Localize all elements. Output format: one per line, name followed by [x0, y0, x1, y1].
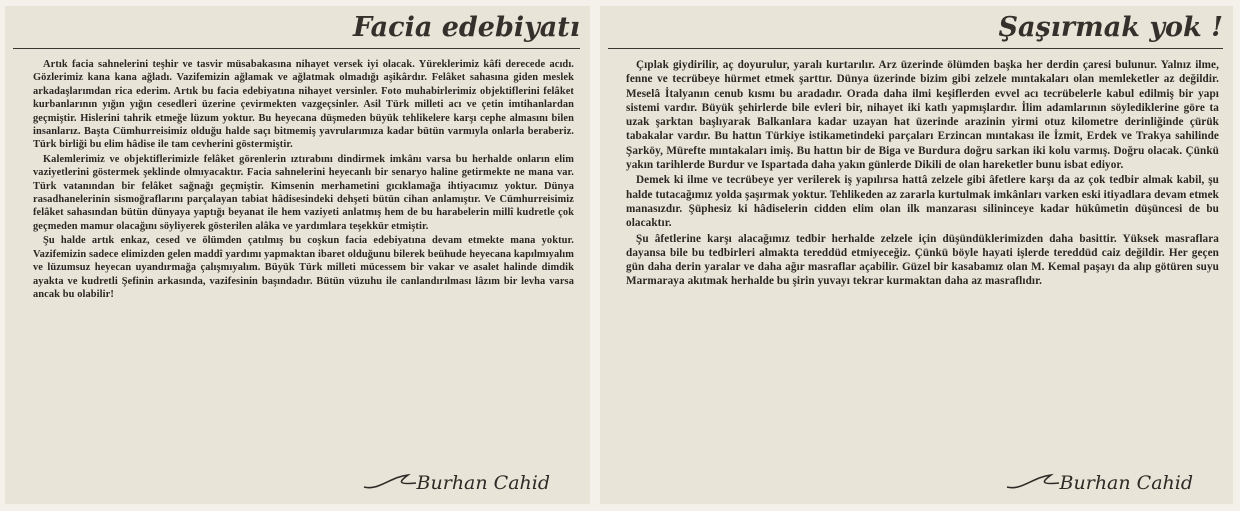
article-facia-edebiyati [5, 6, 590, 504]
article-body [626, 58, 1219, 290]
paragraph: Şu âfetlerine karşı alacağımız tedbir herhalde zelzele için düşündüklerimizden daha basittir. Yüksek masraflara dayansa bile bu tedbirleri almakta tereddüd etmiyeceğiz. Çünkü böyle hayati işlerde tereddüd caiz değildir. Her geçen gün daha derin yaralar ve daha ağır masraflar açabilir. Güzel bir kasabamız olan M. Kemal paşayı da alıp götüren suyu Marmaraya akıtmak herhalde bu şirin yuvayı tekrar kurmaktan daha az masraflıdır. [626, 232, 1219, 288]
paragraph: Artık facia sahnelerini teşhir ve tasvir müsabakasına nihayet versek iyi olacak. Yüreklerimiz kâfi derecede acıdı. Gözlerimiz kana kana ağladı. Vazifemizin ağlamak ve ağlatmak olmadığı aşikârdır. Felâket sahasına giden meslek arkadaşlarımdan rica ederim. Artık bu facia edebiyatına nihayet versinler. Foto muhabirlerimiz objektiflerini felâket kurbanlarının yığın yığın cesedleri üzerine çevirmekten vazgeçsinler. Asil Türk milleti acı ve çetin imtihanlardan geçmiştir. Hislerini tahrik etmeğe lüzum yoktur. Bu heyecana düşmeden büyük tehlikelere karşı cephe almasını bilen insanlarız. Başta Cümhurreisimiz olduğu halde saçı bitmemiş yavrularımıza kadar bütün varmıyla onlarla beraberiz. Türk birliği bu elim hâdise ile tam cevherini göstermiştir. [33, 59, 574, 151]
author-signature: Burhan Cahid [1059, 472, 1193, 494]
paragraph: Şu halde artık enkaz, cesed ve ölümden çatılmış bu coşkun facia edebiyatına devam etmekte mana yoktur. Vazifemizin sadece elimizden gelen maddî yardımı yapmaktan ibaret olduğunu bilerek beühude heyecana kapılmıyalım ve lüzumsuz heyecan uyandırmağa çalışmıyalım. Büyük Türk milleti mücessem bir vakar ve asalet halinde dimdik ayakta ve kudretli Şefinin arkasında, vazifesinin başındadır. Bütün vüzuhu ile canlandırılması lâzım bir levha varsa ancak bu olabilir! [33, 235, 574, 300]
paragraph: Çıplak giydirilir, aç doyurulur, yaralı kurtarılır. Arz üzerinde ölümden başka her derdin çaresi bulunur. Yalnız ilme, fenne ve tecrübeye hürmet etmek şarttır. Dünya üzerinde bizim gibi zelzele mıntakaları olan memleketler az değildir. Meselâ İtalyanın cenub kısmı bu aradadır. Orada daha ilmi keşiflerden evvel acı tecrübelerle kabul edilmiş bir yapı sistemi vardır. Büyük şehirlerde bile evleri bir, nihayet iki katlı yapmışlardır. İlim adamlarının söylediklerine göre ta uzak şarktan başlıyarak Balkanlara kadar uzayan hat üzerinde arazinin yirmi otuz kilometre derinliğinde çürük tabakalar vardır. Bu hattın Türkiye istikametindeki parçaları Erzincan mıntakası ile İzmit, Erdek ve Trakya sahilinde Şarköy, Mürefte mıntakaları imiş. Bu hattın bir de Biga ve Burdura doğru sarkan iki kolu varmış. Doğru olacak. Çünkü yakın tarihlerde Burdur ve Ispartada daha yakın günlerde Dikili de olan hareketler bunu isbat ediyor. [626, 59, 1219, 172]
article-title: Şaşırmak yok ! [998, 12, 1223, 43]
author-signature: Burhan Cahid [416, 472, 550, 494]
article-body [33, 58, 574, 302]
signature-flourish [360, 469, 420, 493]
title-rule [608, 48, 1223, 49]
paragraph: Kalemlerimiz ve objektiflerimizle felâket görenlerin ıztırabını dindirmek imkânı varsa bu herhalde onların elim vaziyetlerini göstermek şeklinde olmıyacaktır. Facia sahnelerini heyecanlı bir senaryo haline getirmekte ne mana var. Türk vatanından bir felâket sağnağı geçmiştir. Kimsenin merhametini gıcıklamağa ihtiyacımız yoktur. Dünya rasadhanelerinin sismoğraflarını parçalayan tabiat hâdisesindeki dehşeti bütün cihan anlamıştır. Ve Cümhurreisimiz felâket sahasından bütün dünyaya yaptığı beyanat ile hem vaziyeti anlatmış hem de bu harabelerin millî kudretle çok geçmeden mamur olacağını söyliyerek gösterilen alâka ve yardımlara teşekkür etmiştir. [33, 153, 574, 232]
article-title: Facia edebiyatı [352, 12, 580, 43]
signature-flourish [1003, 469, 1063, 493]
title-rule [13, 48, 580, 49]
article-sasirmak-yok [600, 6, 1233, 504]
paragraph: Demek ki ilme ve tecrübeye yer verilerek iş yapılırsa hattâ zelzele gibi âfetlere karşı da az çok tedbir almak kabil, şu halde tutacağımız yolda şaşırmak yoktur. Tehlikeden az zararla kurtulmak imkânları varken eski itiyadlara devam etmek manasızdır. Şüphesiz ki hâdiselerin cidden elim olan ilk manzarası silininceye kadar hükûmetin düşüncesi de bu olacaktır. [626, 174, 1219, 230]
